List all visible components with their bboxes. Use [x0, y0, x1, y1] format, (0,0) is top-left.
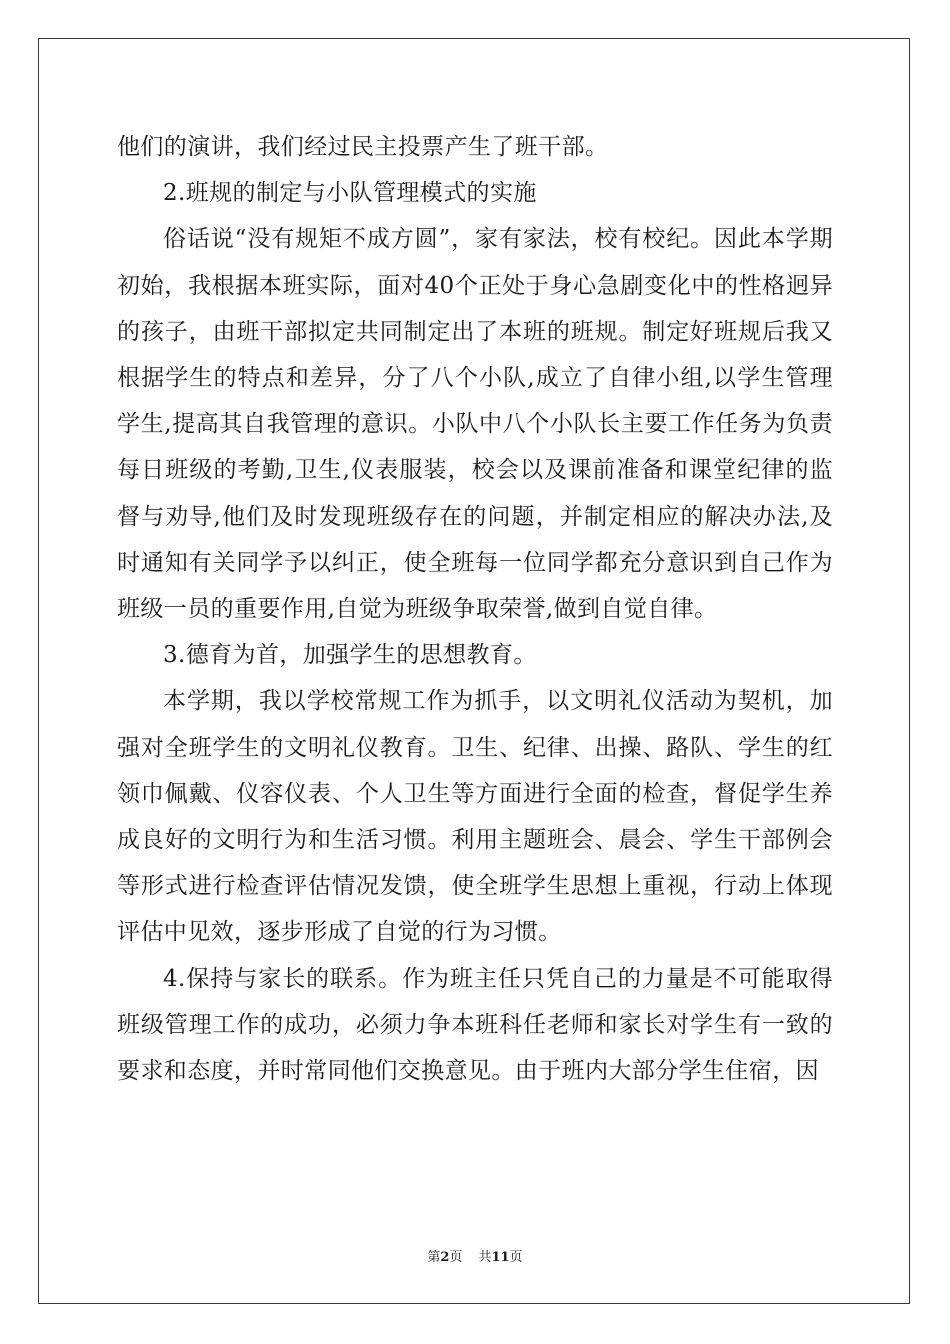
paragraph-parent-contact: 4.保持与家长的联系。作为班主任只凭自己的力量是不可能取得班级管理工作的成功，必须力争本班科任老师和家长对学生有一致的要求和态度，并时常同他们交换意见。由于班内大部分学生住宿，因 [117, 965, 833, 1085]
section-heading-3: 3.德育为首，加强学生的思想教育。 [163, 642, 537, 669]
paragraph-moral-education: 本学期，我以学校常规工作为抓手，以文明礼仪活动为契机，加强对全班学生的文明礼仪教育。卫生、纪律、出操、路队、学生的红领巾佩戴、仪容仪表、个人卫生等方面进行全面的检查，督促学生养成良好的文明行为和生活习惯。利用主题班会、晨会、学生干部例会等形式进行检查评估情况发馈，使全班学生思想上重视，行动上体现评估中见效，逐步形成了自觉的行为习惯。 [117, 688, 833, 946]
page-prefix: 第 [427, 1250, 441, 1265]
page-total: 11 [491, 1250, 510, 1265]
paragraph-class-rules: 俗话说“没有规矩不成方圆”，家有家法，校有校纪。因此本学期初始，我根据本班实际，面对40个正处于身心急剧变化中的性格迥异的孩子，由班干部拟定共同制定出了本班的班规。制定好班规后我又根据学生的特点和差异，分了八个小队,成立了自律小组,以学生管理学生,提高其自我管理的意识。小队中八个小队长主要工作任务为负责每日班级的考勤,卫生,仪表服装，校会以及课前准备和课堂纪律的监督与劝导,他们及时发现班级存在的问题，并制定相应的解决办法,及时通知有关同学予以纠正，使全班每一位同学都充分意识到自己作为班级一员的重要作用,自觉为班级争取荣誉,做到自觉自律。 [117, 226, 833, 623]
total-suffix: 页 [509, 1250, 523, 1265]
page-suffix: 页 [449, 1250, 463, 1265]
paragraph-continuation: 他们的演讲，我们经过民主投票产生了班干部。 [117, 134, 609, 160]
section-heading-2: 2.班规的制定与小队管理模式的实施 [163, 180, 537, 207]
document-body [117, 124, 833, 1094]
total-prefix: 共 [478, 1250, 492, 1265]
page-current: 2 [440, 1250, 450, 1265]
page-footer [0, 1246, 950, 1265]
